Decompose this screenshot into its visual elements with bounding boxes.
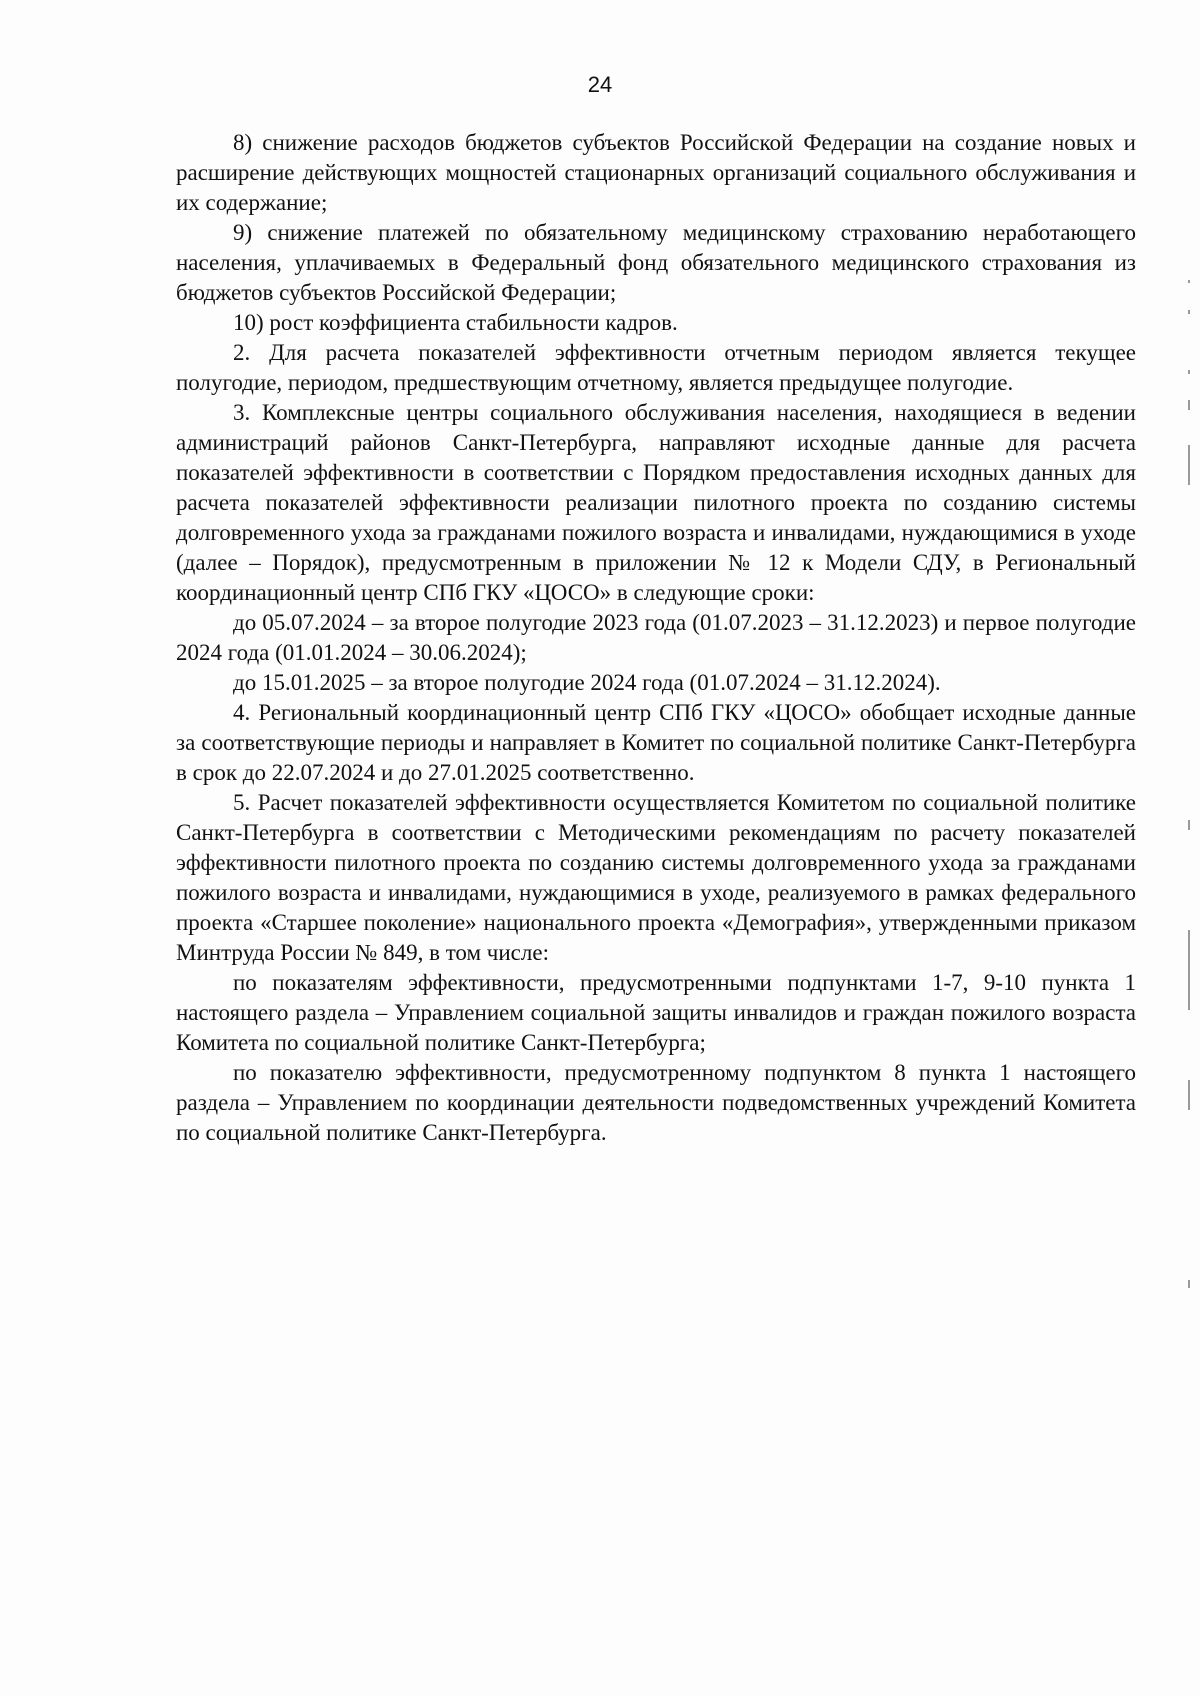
paragraph-deadline-1: до 05.07.2024 – за второе полугодие 2023 года (01.07.2023 – 31.12.2023) и первое полугодие 2024 года (01.01.2024 – 30.06.2024);: [176, 610, 1136, 665]
paragraph-point-5: 5. Расчет показателей эффективности осуществляется Комитетом по социальной политике Санкт-Петербурга в соответствии с Методическими рекомендациям по расчету показателей эффективности пилотного проекта по созданию системы долговременного ухода за гражданами пожилого возраста и инвалидами, нуждающимися в уходе, реализуемого в рамках федерального проекта «Старшее поколение» национального проекта «Демография», утвержденными приказом Минтруда России № 849, в том числе:: [176, 790, 1136, 965]
paragraph-responsibility-1: по показателям эффективности, предусмотренными подпунктами 1-7, 9-10 пункта 1 настоящего раздела – Управлением социальной защиты инвалидов и граждан пожилого возраста Комитета по социальной политике Санкт-Петербурга;: [176, 970, 1136, 1055]
scan-mark: [1188, 400, 1190, 410]
paragraph-responsibility-2: по показателю эффективности, предусмотренному подпунктом 8 пункта 1 настоящего раздела – Управлением по координации деятельности подведомственных учреждений Комитета по социальной политике Санкт-Петербурга.: [176, 1060, 1136, 1145]
paragraph-point-3: 3. Комплексные центры социального обслуживания населения, находящиеся в ведении администраций районов Санкт-Петербурга, направляют исходные данные для расчета показателей эффективности в соответствии с Порядком предоставления исходных данных для расчета показателей эффективности реализации пилотного проекта по созданию системы долговременного ухода за гражданами пожилого возраста и инвалидами, нуждающимися в уходе (далее – Порядок), предусмотренным в приложении № 12 к Модели СДУ, в Региональный координационный центр СПб ГКУ «ЦОСО» в следующие сроки:: [176, 400, 1136, 605]
page-number: 24: [587, 72, 613, 97]
document-body: [176, 128, 1136, 1148]
paragraph-item-9: 9) снижение платежей по обязательному медицинскому страхованию неработающего населения, уплачиваемых в Федеральный фонд обязательного медицинского страхования из бюджетов субъектов Российской Федерации;: [176, 220, 1136, 305]
scan-mark: [1188, 1080, 1190, 1110]
scan-mark: [1188, 445, 1190, 485]
paragraph-item-10: 10) рост коэффициента стабильности кадров.: [233, 310, 678, 335]
scan-edge-marks: [1186, 280, 1192, 1380]
paragraph-deadline-2: до 15.01.2025 – за второе полугодие 2024 года (01.07.2024 – 31.12.2024).: [233, 670, 941, 695]
scan-mark: [1188, 280, 1190, 283]
scan-mark: [1188, 1280, 1190, 1288]
paragraph-item-8: 8) снижение расходов бюджетов субъектов Российской Федерации на создание новых и расширение действующих мощностей стационарных организаций социального обслуживания и их содержание;: [176, 130, 1136, 215]
paragraph-point-4: 4. Региональный координационный центр СПб ГКУ «ЦОСО» обобщает исходные данные за соответствующие периоды и направляет в Комитет по социальной политике Санкт-Петербурга в срок до 22.07.2024 и до 27.01.2025 соответственно.: [176, 700, 1136, 785]
scan-mark: [1188, 370, 1190, 374]
scan-mark: [1188, 930, 1190, 1010]
scan-mark: [1188, 820, 1190, 830]
scan-mark: [1188, 310, 1190, 314]
paragraph-point-2: 2. Для расчета показателей эффективности отчетным периодом является текущее полугодие, периодом, предшествующим отчетному, является предыдущее полугодие.: [176, 340, 1136, 395]
